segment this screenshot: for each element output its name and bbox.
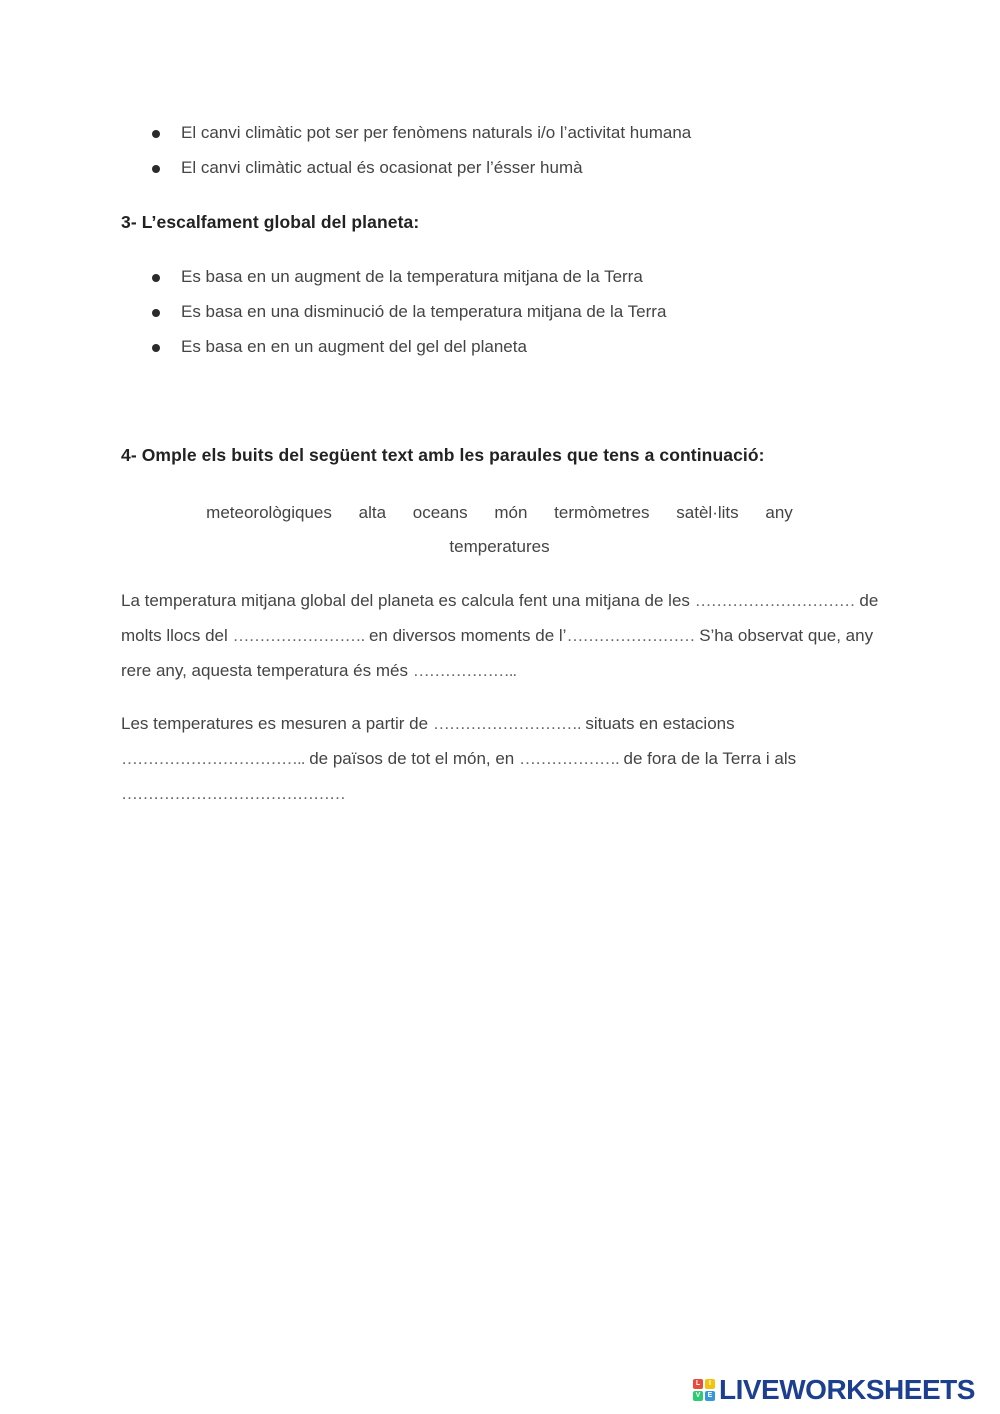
paragraph-text: de molts llocs del [121, 591, 879, 645]
logo-letter: V [693, 1391, 703, 1401]
option-item: Es basa en un augment de la temperatura mitjana de la Terra [0, 259, 666, 294]
fill-in-paragraph-1 [121, 583, 881, 688]
word-bank-item: món [494, 503, 528, 522]
question3-options [0, 259, 666, 364]
paragraph-text: situats en estacions [585, 714, 735, 733]
answer-blank[interactable]: …………………… [566, 626, 695, 645]
logo-letter: I [705, 1379, 715, 1389]
liveworksheets-logo [693, 1373, 975, 1407]
word-bank-item: alta [358, 503, 387, 522]
word-bank [121, 496, 878, 564]
word-bank-item: temperatures [449, 537, 550, 556]
logo-letter: E [705, 1391, 715, 1401]
paragraph-text: en diversos moments de l’ [368, 626, 567, 645]
paragraph-text: La temperatura mitjana global del planeta es calcula fent una mitjana de les [121, 591, 690, 610]
answer-blank[interactable]: ………………. [519, 749, 619, 768]
answer-blank[interactable]: ………………………… [694, 591, 855, 610]
word-bank-item: meteorològiques [206, 503, 332, 522]
option-item: Es basa en en un augment del gel del planeta [0, 329, 666, 364]
option-item: El canvi climàtic pot ser per fenòmens naturals i/o l’activitat humana [0, 115, 691, 150]
question3-heading: 3- L’escalfament global del planeta: [121, 212, 420, 232]
paragraph-text: de països de tot el món, en [309, 749, 515, 768]
question2-options [0, 115, 691, 185]
word-bank-item: termòmetres [554, 503, 650, 522]
answer-blank[interactable]: …………………………….. [121, 749, 305, 768]
answer-blank[interactable]: …………………………………… [121, 784, 345, 803]
option-item: Es basa en una disminució de la temperatura mitjana de la Terra [0, 294, 666, 329]
answer-blank[interactable]: ………………………. [432, 714, 581, 733]
paragraph-text: de fora de la Terra i als [623, 749, 797, 768]
word-bank-item: any [765, 503, 793, 522]
word-bank-item: oceans [412, 503, 468, 522]
answer-blank[interactable]: ……………………. [232, 626, 365, 645]
paragraph-text: S’ha observat que, any rere any, aquesta temperatura és més [121, 626, 874, 680]
option-item: El canvi climàtic actual és ocasionat per l’ésser humà [0, 150, 691, 185]
answer-blank[interactable]: ……………….. [412, 661, 517, 680]
logo-letter: L [693, 1379, 703, 1389]
fill-in-paragraph-2 [121, 706, 881, 811]
logo-wordmark: LIVEWORKSHEETS [719, 1374, 975, 1405]
paragraph-text: Les temperatures es mesuren a partir de [121, 714, 429, 733]
word-bank-item: satèl·lits [676, 503, 739, 522]
question4-heading: 4- Omple els buits del següent text amb les paraules que tens a continuació: [121, 445, 765, 465]
logo-grid-icon [693, 1379, 715, 1401]
